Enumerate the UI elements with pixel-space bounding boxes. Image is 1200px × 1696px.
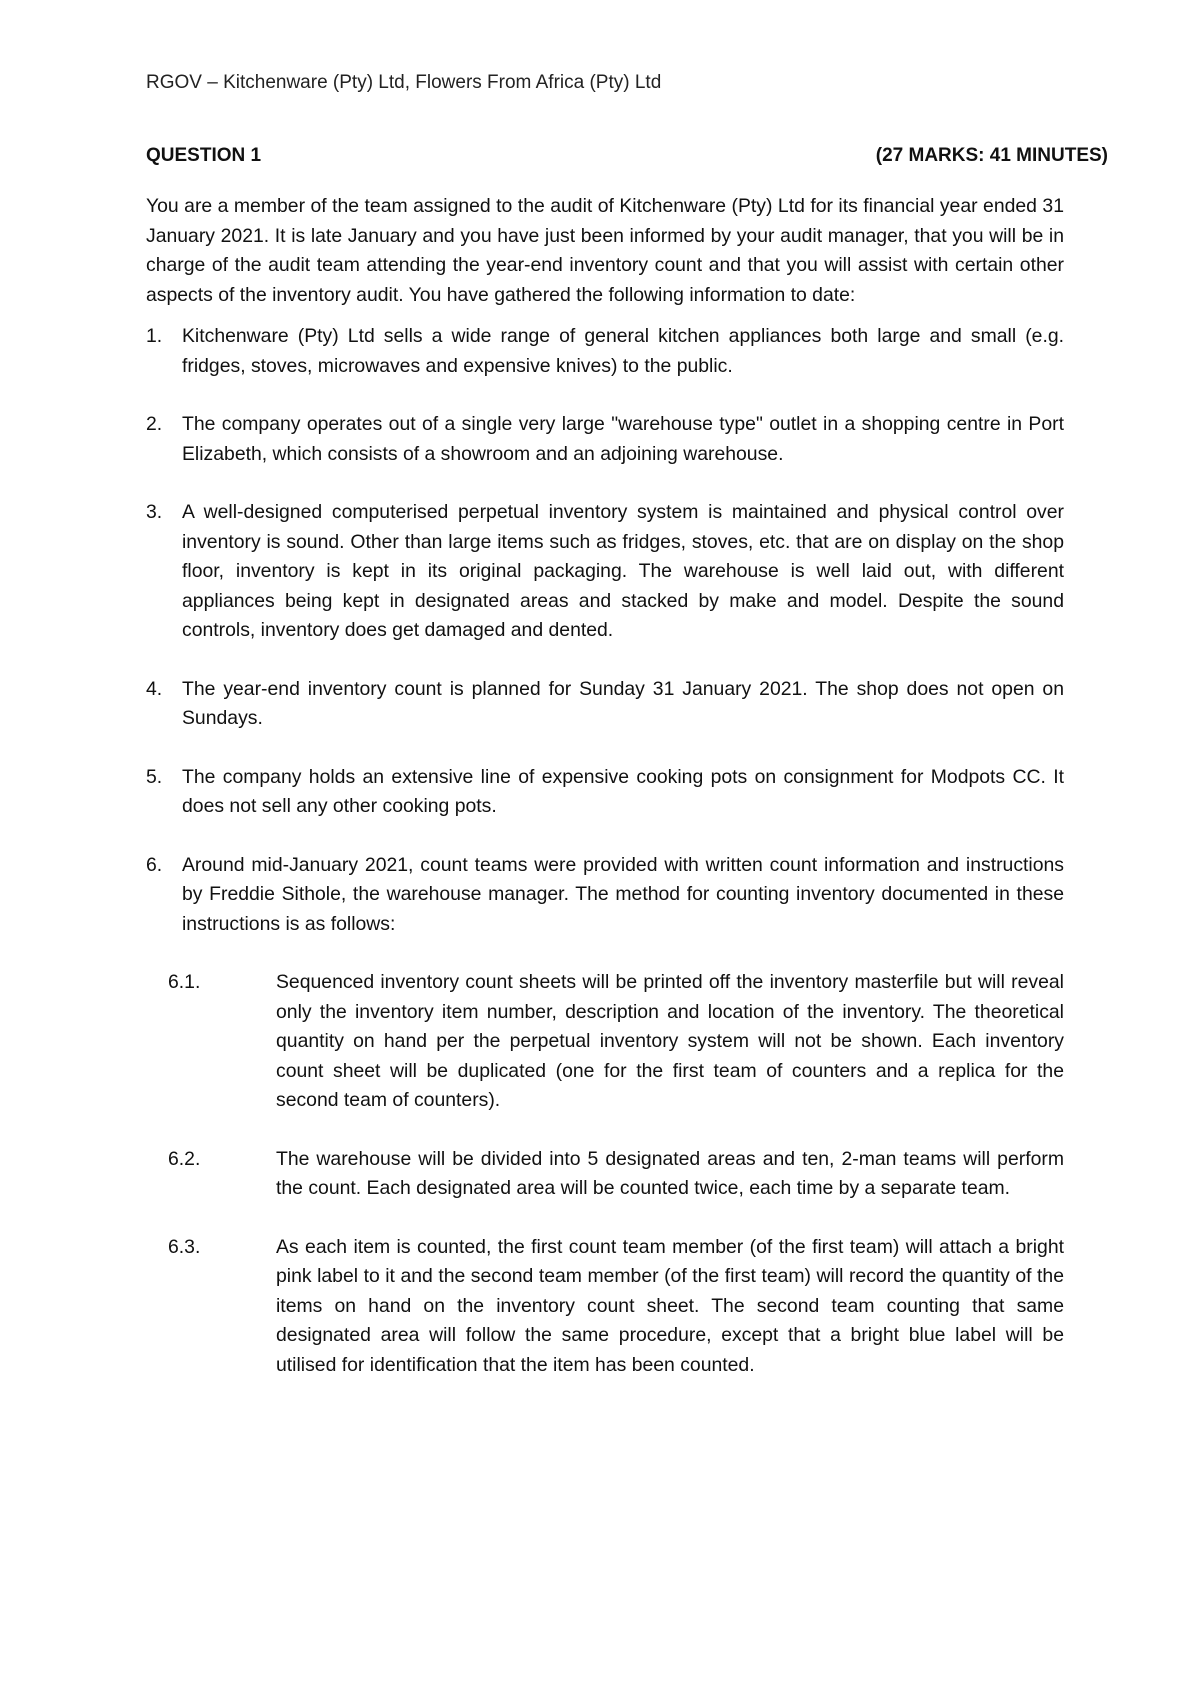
sub-list-item-number: 6.3. [168, 1235, 201, 1258]
page-header: RGOV – Kitchenware (Pty) Ltd, Flowers From Africa (Pty) Ltd [146, 72, 662, 93]
list-item-number: 5. [146, 765, 163, 788]
sub-list-item-text: As each item is counted, the first count team member (of the first team) will attach a bright pink label to it and the second team member (of the first team) will record the quantity of the items on hand on the inventory count sheet. The second team counting that same designated area will follow the same procedure, except that a bright blue label will be utilised for identification that the item has been counted. [276, 1235, 1064, 1376]
question-marks: (27 MARKS: 41 MINUTES) [875, 145, 1108, 166]
list-item-number: 3. [146, 501, 163, 523]
list-item-text: The year-end inventory count is planned for Sunday 31 January 2021. The shop does not open on Sundays. [182, 677, 1064, 729]
question-body [146, 192, 1064, 1409]
question-title: QUESTION 1 [146, 145, 262, 166]
list-item-number: 6. [146, 853, 163, 876]
list-item [146, 498, 1064, 646]
list-item-text: A well-designed computerised perpetual inventory system is maintained and physical control over inventory is sound. Other than large items such as fridges, stoves, etc. that are on display on the shop floor, inventory is kept in its original packaging. The warehouse is well laid out, with different appliances being kept in designated areas and stacked by make and model. Despite the sound controls, inventory does get damaged and dented. [182, 501, 1064, 641]
sub-list-item [168, 1233, 1064, 1381]
sub-list-item-text: Sequenced inventory count sheets will be printed off the inventory masterfile but will reveal only the inventory item number, description and location of the inventory. The theoretical quantity on hand per the perpetual inventory system will not be shown. Each inventory count sheet will be duplicated (one for the first team of counters and a replica for the second team of counters). [276, 971, 1064, 1111]
list-item [146, 851, 1064, 940]
list-item-number: 1. [146, 325, 163, 347]
sub-list-item-number: 6.1. [168, 971, 201, 993]
intro-paragraph: You are a member of the team assigned to the audit of Kitchenware (Pty) Ltd for its financial year ended 31 January 2021. It is late January and you have just been informed by your audit manager, that you will be in charge of the audit team attending the year-end inventory count and that you will assist with certain other aspects of the inventory audit. You have gathered the following information to date: [146, 195, 1064, 306]
list-item [146, 410, 1064, 469]
list-item-text: Around mid-January 2021, count teams were provided with written count information and instructions by Freddie Sithole, the warehouse manager. The method for counting inventory documented in these instructions is as follows: [182, 853, 1064, 935]
list-item-text: The company operates out of a single very large "warehouse type" outlet in a shopping centre in Port Elizabeth, which consists of a showroom and an adjoining warehouse. [182, 413, 1064, 465]
sub-list-item [168, 1145, 1064, 1204]
sub-list-item-text: The warehouse will be divided into 5 designated areas and ten, 2-man teams will perform the count. Each designated area will be counted twice, each time by a separate team. [276, 1147, 1064, 1199]
list-item-number: 4. [146, 677, 163, 700]
sub-list-item [168, 968, 1064, 1116]
list-item [146, 675, 1064, 734]
list-item [146, 322, 1064, 381]
list-item-text: Kitchenware (Pty) Ltd sells a wide range of general kitchen appliances both large and small (e.g. fridges, stoves, microwaves and expensive knives) to the public. [182, 325, 1064, 377]
sub-list-item-number: 6.2. [168, 1147, 201, 1170]
list-item-number: 2. [146, 413, 163, 435]
list-item-text: The company holds an extensive line of expensive cooking pots on consignment for Modpots CC. It does not sell any other cooking pots. [182, 765, 1064, 817]
question-heading [146, 145, 1108, 167]
list-item [146, 763, 1064, 822]
